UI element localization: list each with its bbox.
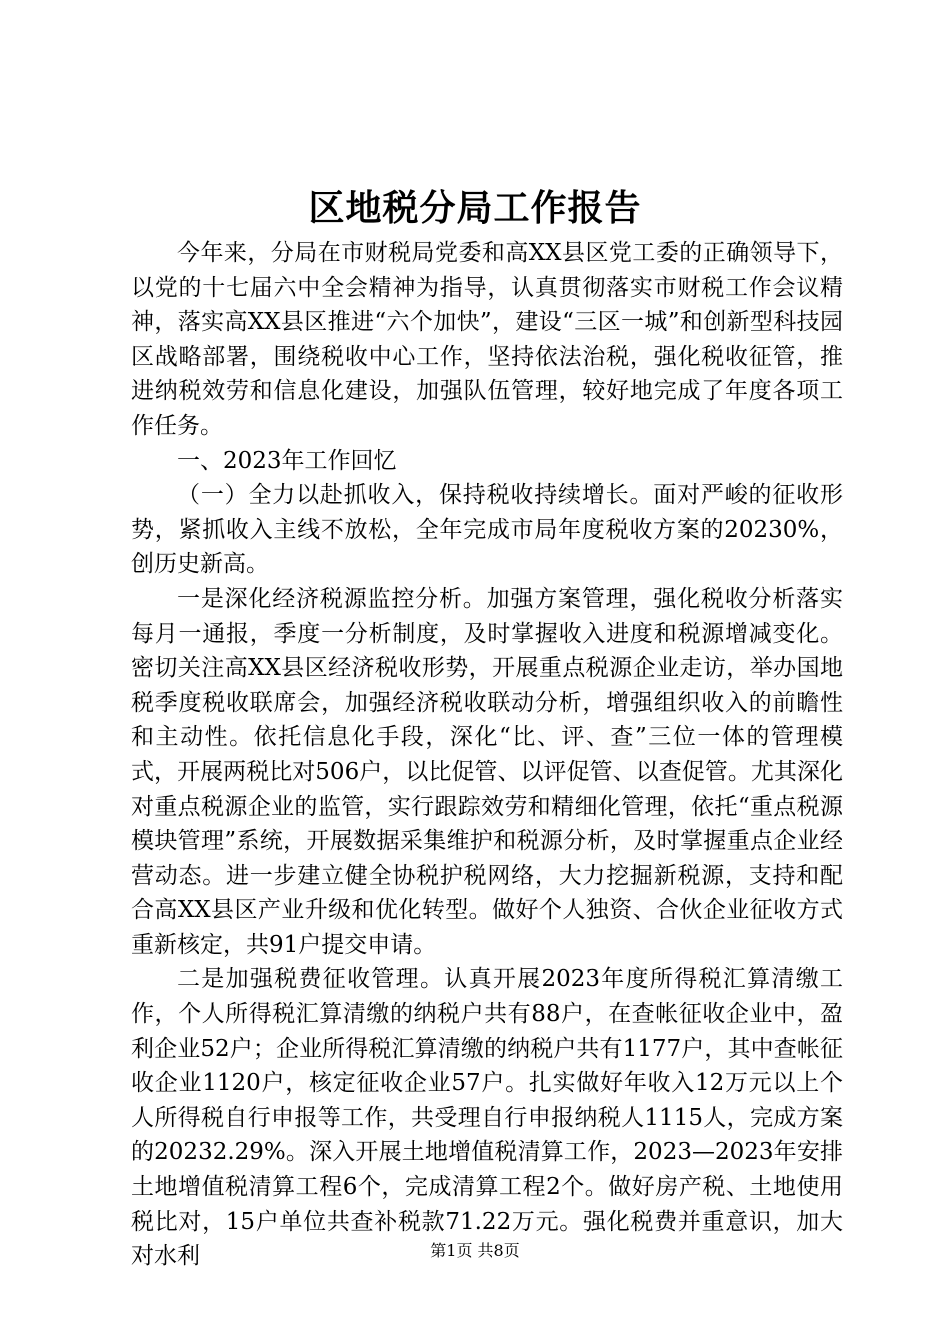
section-heading: 一、2023年工作回忆	[177, 447, 397, 474]
paragraph-intro: 今年来，分局在市财税局党委和高XX县区党工委的正确领导下，以党的十七届六中全会精神为指导，认真贯彻落实市财税工作会议精神，落实高XX县区推进“六个加快”，建设“三区一城”和创新型科技园区战略部署，围绕税收中心工作，坚持依法治税，强化税收征管，推进纳税效劳和信息化建设，加强队伍管理，较好地完成了年度各项工作任务。	[131, 240, 843, 439]
subsection-heading: （一）全力以赴抓收入，保持税收持续增长。面对严峻的征收形势，紧抓收入主线不放松，全年完成市局年度税收方案的20230%，创历史新高。	[131, 482, 843, 578]
paragraph-item-2: 二是加强税费征收管理。认真开展2023年度所得税汇算清缴工作，个人所得税汇算清缴的纳税户共有88户，在查帐征收企业中，盈利企业52户；企业所得税汇算清缴的纳税户共有1177户，其中查帐征收企业1120户，核定征收企业57户。扎实做好年收入12万元以上个人所得税自行申报等工作，共受理自行申报纳税人1115人，完成方案的20232.29%。深入开展土地增值税清算工作，2023—2023年安排土地增值税清算工程6个，完成清算工程2个。做好房产税、土地使用税比对，15户单位共查补税款71.22万元。强化税费并重意识，加大对水利	[131, 966, 843, 1270]
paragraph-item-1: 一是深化经济税源监控分析。加强方案管理，强化税收分析落实每月一通报，季度一分析制度，及时掌握收入进度和税源增减变化。密切关注高XX县区经济税收形势，开展重点税源企业走访，举办国地税季度税收联席会，加强经济税收联动分析，增强组织收入的前瞻性和主动性。依托信息化手段，深化“比、评、查”三位一体的管理模式，开展两税比对506户，以比促管、以评促管、以查促管。尤其深化对重点税源企业的监管，实行跟踪效劳和精细化管理，依托“重点税源模块管理”系统，开展数据采集维护和税源分析，及时掌握重点企业经营动态。进一步建立健全协税护税网络，大力挖掘新税源，支持和配合高XX县区产业升级和优化转型。做好个人独资、合伙企业征收方式重新核定，共91户提交申请。	[131, 585, 843, 958]
document-title: 区地税分局工作报告	[308, 187, 642, 229]
page-number-footer: 第1页 共8页	[430, 1241, 520, 1260]
document-body	[131, 236, 843, 1274]
